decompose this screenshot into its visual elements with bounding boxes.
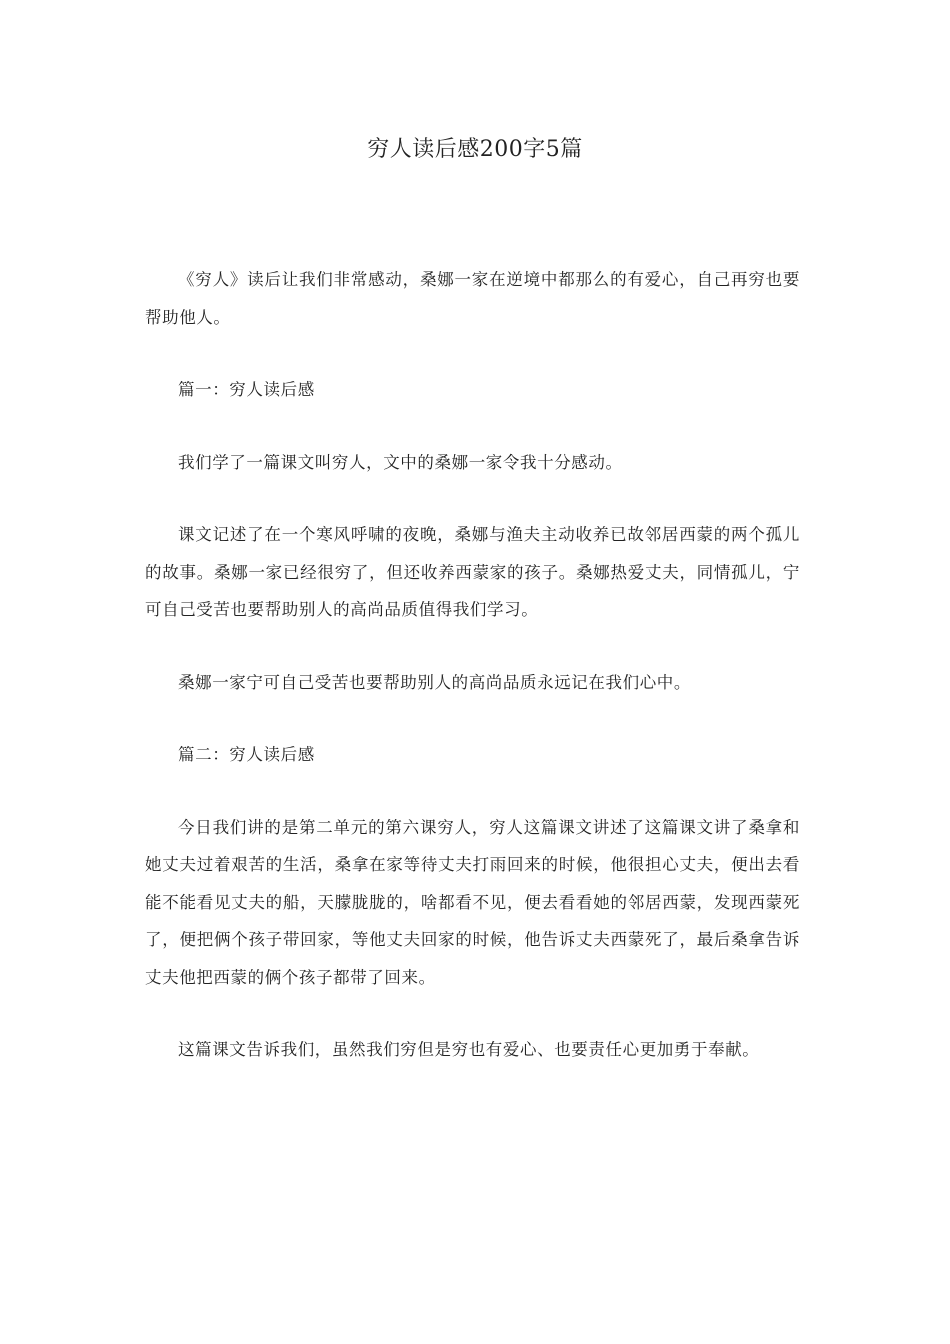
section-heading-1: 篇一：穷人读后感 — [178, 380, 315, 399]
body-paragraph: 课文记述了在一个寒风呼啸的夜晚，桑娜与渔夫主动收养已故邻居西蒙的两个孤儿的故事。桑娜一家已经很穷了，但还收养西蒙家的孩子。桑娜热爱丈夫，同情孤儿，宁可自己受苦也要帮助别人的高尚品质值得我们学习。 — [145, 525, 800, 619]
intro-paragraph: 《穷人》读后让我们非常感动，桑娜一家在逆境中都那么的有爱心，自己再穷也要帮助他人。 — [145, 270, 800, 327]
body-paragraph: 我们学了一篇课文叫穷人，文中的桑娜一家令我十分感动。 — [178, 452, 623, 472]
document-body — [145, 261, 800, 1104]
section-heading-2: 篇二：穷人读后感 — [178, 745, 315, 764]
body-paragraph: 这篇课文告诉我们，虽然我们穷但是穷也有爱心、也要责任心更加勇于奉献。 — [178, 1040, 760, 1059]
document-title: 穷人读后感200字5篇 — [367, 137, 583, 162]
body-paragraph: 今日我们讲的是第二单元的第六课穷人，穷人这篇课文讲述了这篇课文讲了桑拿和她丈夫过着艰苦的生活，桑拿在家等待丈夫打雨回来的时候，他很担心丈夫，便出去看能不能看见丈夫的船，天朦胧胧的，啥都看不见，便去看看她的邻居西蒙，发现西蒙死了，便把俩个孩子带回家，等他丈夫回家的时候，他告诉丈夫西蒙死了，最后桑拿告诉丈夫他把西蒙的俩个孩子都带了回来。 — [145, 817, 800, 987]
body-paragraph: 桑娜一家宁可自己受苦也要帮助别人的高尚品质永远记在我们心中。 — [178, 672, 691, 692]
